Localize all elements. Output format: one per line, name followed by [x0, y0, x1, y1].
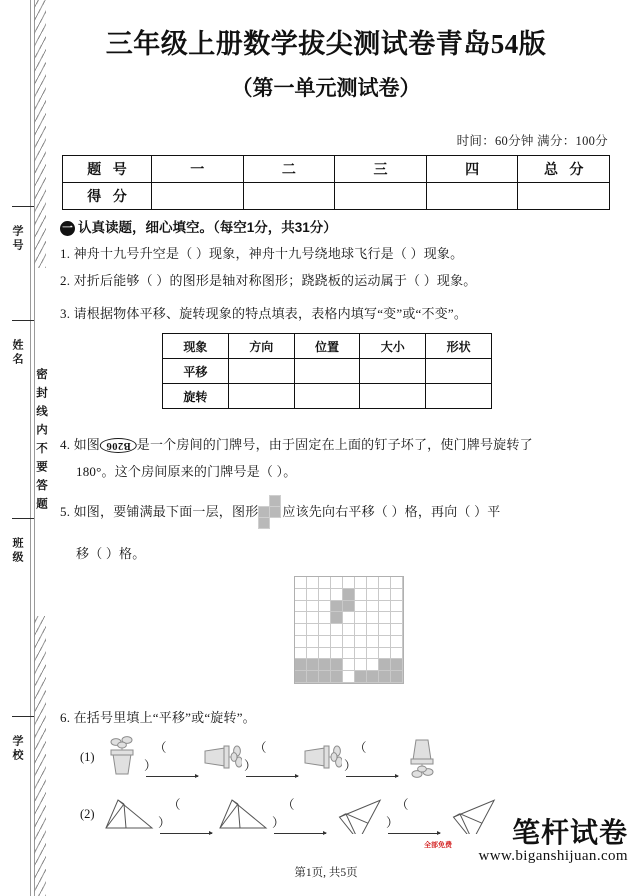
question-5-text-before: 5. 如图，要铺满最下面一层，图形	[60, 503, 259, 519]
q3-header-shape: 形状	[426, 334, 492, 359]
grid-cell	[331, 612, 343, 624]
grid-cell	[331, 659, 343, 671]
grid-cell	[295, 659, 307, 671]
grid-cell	[355, 636, 367, 648]
grid-cell	[295, 577, 307, 589]
student-id-rule	[12, 206, 34, 207]
grid-cell	[391, 648, 403, 660]
seal-hatch-top	[34, 0, 46, 268]
q3-header-position: 位置	[294, 334, 360, 359]
grid-cell	[355, 601, 367, 613]
grid-cell	[367, 648, 379, 660]
question-2: 2. 对折后能够（ ）的图形是轴对称图形；跷跷板的运动属于（ ）现象。	[60, 273, 477, 288]
page-footer: 第1页, 共5页	[294, 867, 358, 879]
grid-cell	[331, 624, 343, 636]
q6-row-1-blank-3[interactable]	[344, 738, 400, 777]
class-label: 班级	[11, 537, 23, 565]
grid-cell	[391, 636, 403, 648]
q3-cell[interactable]	[228, 359, 294, 384]
grid-cell	[355, 577, 367, 589]
score-table	[62, 155, 610, 210]
sealing-line-column	[0, 0, 46, 896]
tetromino-figure-icon	[258, 495, 282, 529]
grid-cell	[391, 671, 403, 683]
flower-pot-rotated-2-icon	[302, 736, 342, 778]
q6-row-2-blank-2[interactable]	[272, 795, 328, 834]
grid-cell	[319, 659, 331, 671]
grid-cell	[391, 612, 403, 624]
grid-cell	[355, 624, 367, 636]
grid-cell	[379, 589, 391, 601]
grid-cell	[367, 601, 379, 613]
grid-cell	[367, 589, 379, 601]
arrow-icon	[246, 776, 298, 777]
score-header-4: 四	[426, 156, 518, 183]
grid-cell	[295, 648, 307, 660]
grid-cell	[343, 601, 355, 613]
q3-cell[interactable]	[294, 384, 360, 409]
grid-cell	[307, 589, 319, 601]
score-header-3: 三	[335, 156, 427, 183]
grid-cell	[319, 577, 331, 589]
grid-cell	[307, 612, 319, 624]
grid-cell	[379, 636, 391, 648]
score-cell-1[interactable]	[152, 183, 244, 210]
grid-cell	[343, 612, 355, 624]
q3-cell[interactable]	[426, 359, 492, 384]
q6-row-2-blank-1[interactable]	[158, 795, 214, 834]
grid-cell	[343, 671, 355, 683]
grid-cell	[307, 648, 319, 660]
grid-cell	[331, 589, 343, 601]
grid-cell	[367, 577, 379, 589]
q3-header-size: 大小	[360, 334, 426, 359]
student-id-label: 学号	[11, 225, 23, 253]
grid-cell	[331, 648, 343, 660]
grid-cell	[379, 577, 391, 589]
page-title: 三年级上册数学拔尖测试卷青岛54版	[105, 29, 547, 59]
exam-sheet	[46, 0, 630, 896]
q6-row-1-blank-2[interactable]	[244, 738, 300, 777]
q3-cell[interactable]	[294, 359, 360, 384]
grid-cell	[343, 648, 355, 660]
class-rule	[12, 518, 34, 519]
grid-cell	[307, 624, 319, 636]
door-plate-figure: B206	[100, 438, 137, 453]
student-name-label: 姓名	[11, 339, 23, 367]
grid-cell	[367, 612, 379, 624]
grid-cell	[391, 659, 403, 671]
grid-cell	[355, 648, 367, 660]
grid-cell	[295, 601, 307, 613]
grid-cell	[343, 589, 355, 601]
school-rule	[12, 716, 34, 717]
triangle-icon	[102, 794, 156, 834]
question-5-grid-figure	[294, 576, 404, 684]
q3-cell[interactable]	[426, 384, 492, 409]
seal-rule-outer	[30, 0, 31, 896]
grid-cell	[355, 659, 367, 671]
question-4-text-before: 4. 如图	[60, 437, 101, 452]
watermark-free-tag: 全部免费	[424, 842, 452, 849]
grid-cell	[307, 636, 319, 648]
grid-cell	[319, 648, 331, 660]
score-header-2: 二	[243, 156, 335, 183]
q3-cell[interactable]	[228, 384, 294, 409]
seal-vertical-text: 密封线内不要答题	[35, 368, 47, 516]
seal-hatch-bottom	[34, 616, 46, 896]
page-subtitle: （第一单元测试卷）	[231, 76, 421, 100]
grid-cell	[343, 624, 355, 636]
grid-cell	[295, 636, 307, 648]
q3-row-label-rotation: 旋转	[163, 384, 229, 409]
q3-header-direction: 方向	[228, 334, 294, 359]
grid-cell	[295, 612, 307, 624]
section-one-heading	[60, 216, 337, 236]
grid-cell	[319, 624, 331, 636]
grid-cell	[367, 624, 379, 636]
grid-cell	[379, 624, 391, 636]
grid-cell	[391, 577, 403, 589]
grid-cell	[379, 671, 391, 683]
q6-row-2-index: (2)	[80, 806, 95, 821]
score-cell-total[interactable]	[518, 183, 610, 210]
question-4-text-after: 是一个房间的门牌号，由于固定在上面的钉子坏了，使门牌号旋转了	[136, 437, 533, 452]
grid-cell	[343, 577, 355, 589]
grid-cell	[319, 671, 331, 683]
question-3-table	[162, 333, 492, 409]
watermark	[414, 818, 628, 865]
grid-cell	[331, 577, 343, 589]
tetromino-cell	[258, 517, 270, 529]
grid-cell	[367, 671, 379, 683]
score-header-label: 题 号	[63, 156, 152, 183]
grid-cell	[295, 671, 307, 683]
question-3: 3. 请根据物体平移、旋转现象的特点填表，表格内填写“变”或“不变”。	[60, 306, 468, 321]
grid-cell	[331, 636, 343, 648]
grid-cell	[379, 659, 391, 671]
arrow-icon	[346, 776, 398, 777]
grid-cell	[295, 589, 307, 601]
watermark-brand: 笔杆试卷	[511, 817, 628, 848]
question-6: 6. 在括号里填上“平移”或“旋转”。	[60, 710, 256, 725]
triangle-translated-icon	[216, 794, 270, 834]
watermark-url: www.biganshijuan.com	[478, 848, 628, 864]
grid-cell	[331, 671, 343, 683]
question-5-line1	[60, 496, 501, 530]
grid-cell	[343, 636, 355, 648]
grid-cell	[307, 601, 319, 613]
question-4-line2: 180°。这个房间原来的门牌号是（ ）。	[76, 464, 297, 479]
question-1: 1. 神舟十九号升空是（ ）现象，神舟十九号绕地球飞行是（ ）现象。	[60, 246, 464, 261]
grid-cell	[307, 671, 319, 683]
grid-cell	[343, 659, 355, 671]
q6-r2-a1-text: （ ）	[158, 797, 191, 830]
flower-pot-icon	[102, 736, 142, 778]
grid-cell	[331, 601, 343, 613]
grid-cell	[307, 577, 319, 589]
q3-header-row	[163, 334, 492, 359]
q3-row-translation	[163, 359, 492, 384]
q3-cell[interactable]	[360, 359, 426, 384]
triangle-rotated-1-icon	[330, 794, 384, 834]
grid-cell	[319, 601, 331, 613]
tetromino-cell	[269, 506, 281, 518]
q6-row-1-index: (1)	[80, 749, 95, 764]
flower-pot-rotated-1-icon	[202, 736, 242, 778]
arrow-icon	[160, 833, 212, 834]
q3-cell[interactable]	[360, 384, 426, 409]
score-header-total: 总 分	[518, 156, 610, 183]
score-row-label: 得 分	[63, 183, 152, 210]
q6-r1-a1-text: （ ）	[144, 740, 177, 773]
grid-cell	[319, 636, 331, 648]
score-cell-4[interactable]	[426, 183, 518, 210]
grid-cell	[355, 589, 367, 601]
grid-cell	[391, 624, 403, 636]
score-cell-2[interactable]	[243, 183, 335, 210]
q6-r1-a2-text: （ ）	[244, 740, 277, 773]
question-6-row-1	[80, 736, 442, 778]
grid-cell	[367, 636, 379, 648]
section-number-badge: 一	[60, 221, 75, 236]
question-4-line1	[60, 434, 533, 454]
grid-cell	[319, 612, 331, 624]
question-5-text-after: 应该先向右平移（ ）格，再向（ ）平	[282, 503, 501, 519]
q6-r1-a3-text: （ ）	[344, 740, 377, 773]
grid-cell	[379, 648, 391, 660]
question-5-line2: 移（ ）格。	[76, 546, 146, 561]
grid-cell	[379, 612, 391, 624]
student-name-rule	[12, 320, 34, 321]
score-table-value-row	[63, 183, 610, 210]
score-header-1: 一	[152, 156, 244, 183]
grid-cell	[391, 589, 403, 601]
school-label: 学校	[11, 735, 23, 763]
q3-row-rotation	[163, 384, 492, 409]
exam-meta: 时间：60分钟 满分：100分	[456, 134, 608, 148]
grid-cell	[379, 601, 391, 613]
grid-cell	[295, 624, 307, 636]
grid-cell	[367, 659, 379, 671]
section-one-title: 认真读题，细心填空。（每空1分，共31分）	[78, 220, 337, 235]
flower-pot-rotated-3-icon	[402, 736, 442, 778]
grid-cell	[307, 659, 319, 671]
q3-header-phenomenon: 现象	[163, 334, 229, 359]
q6-r2-a2-text: （ ）	[272, 797, 305, 830]
arrow-icon	[274, 833, 326, 834]
arrow-icon	[146, 776, 198, 777]
grid-cell	[355, 671, 367, 683]
grid-cell	[391, 601, 403, 613]
grid-cell	[355, 612, 367, 624]
q6-r2-a3-text: （ ）	[386, 797, 419, 830]
grid-cell	[319, 589, 331, 601]
score-cell-3[interactable]	[335, 183, 427, 210]
q3-row-label-translation: 平移	[163, 359, 229, 384]
score-table-header-row	[63, 156, 610, 183]
q6-row-1-blank-1[interactable]	[144, 738, 200, 777]
